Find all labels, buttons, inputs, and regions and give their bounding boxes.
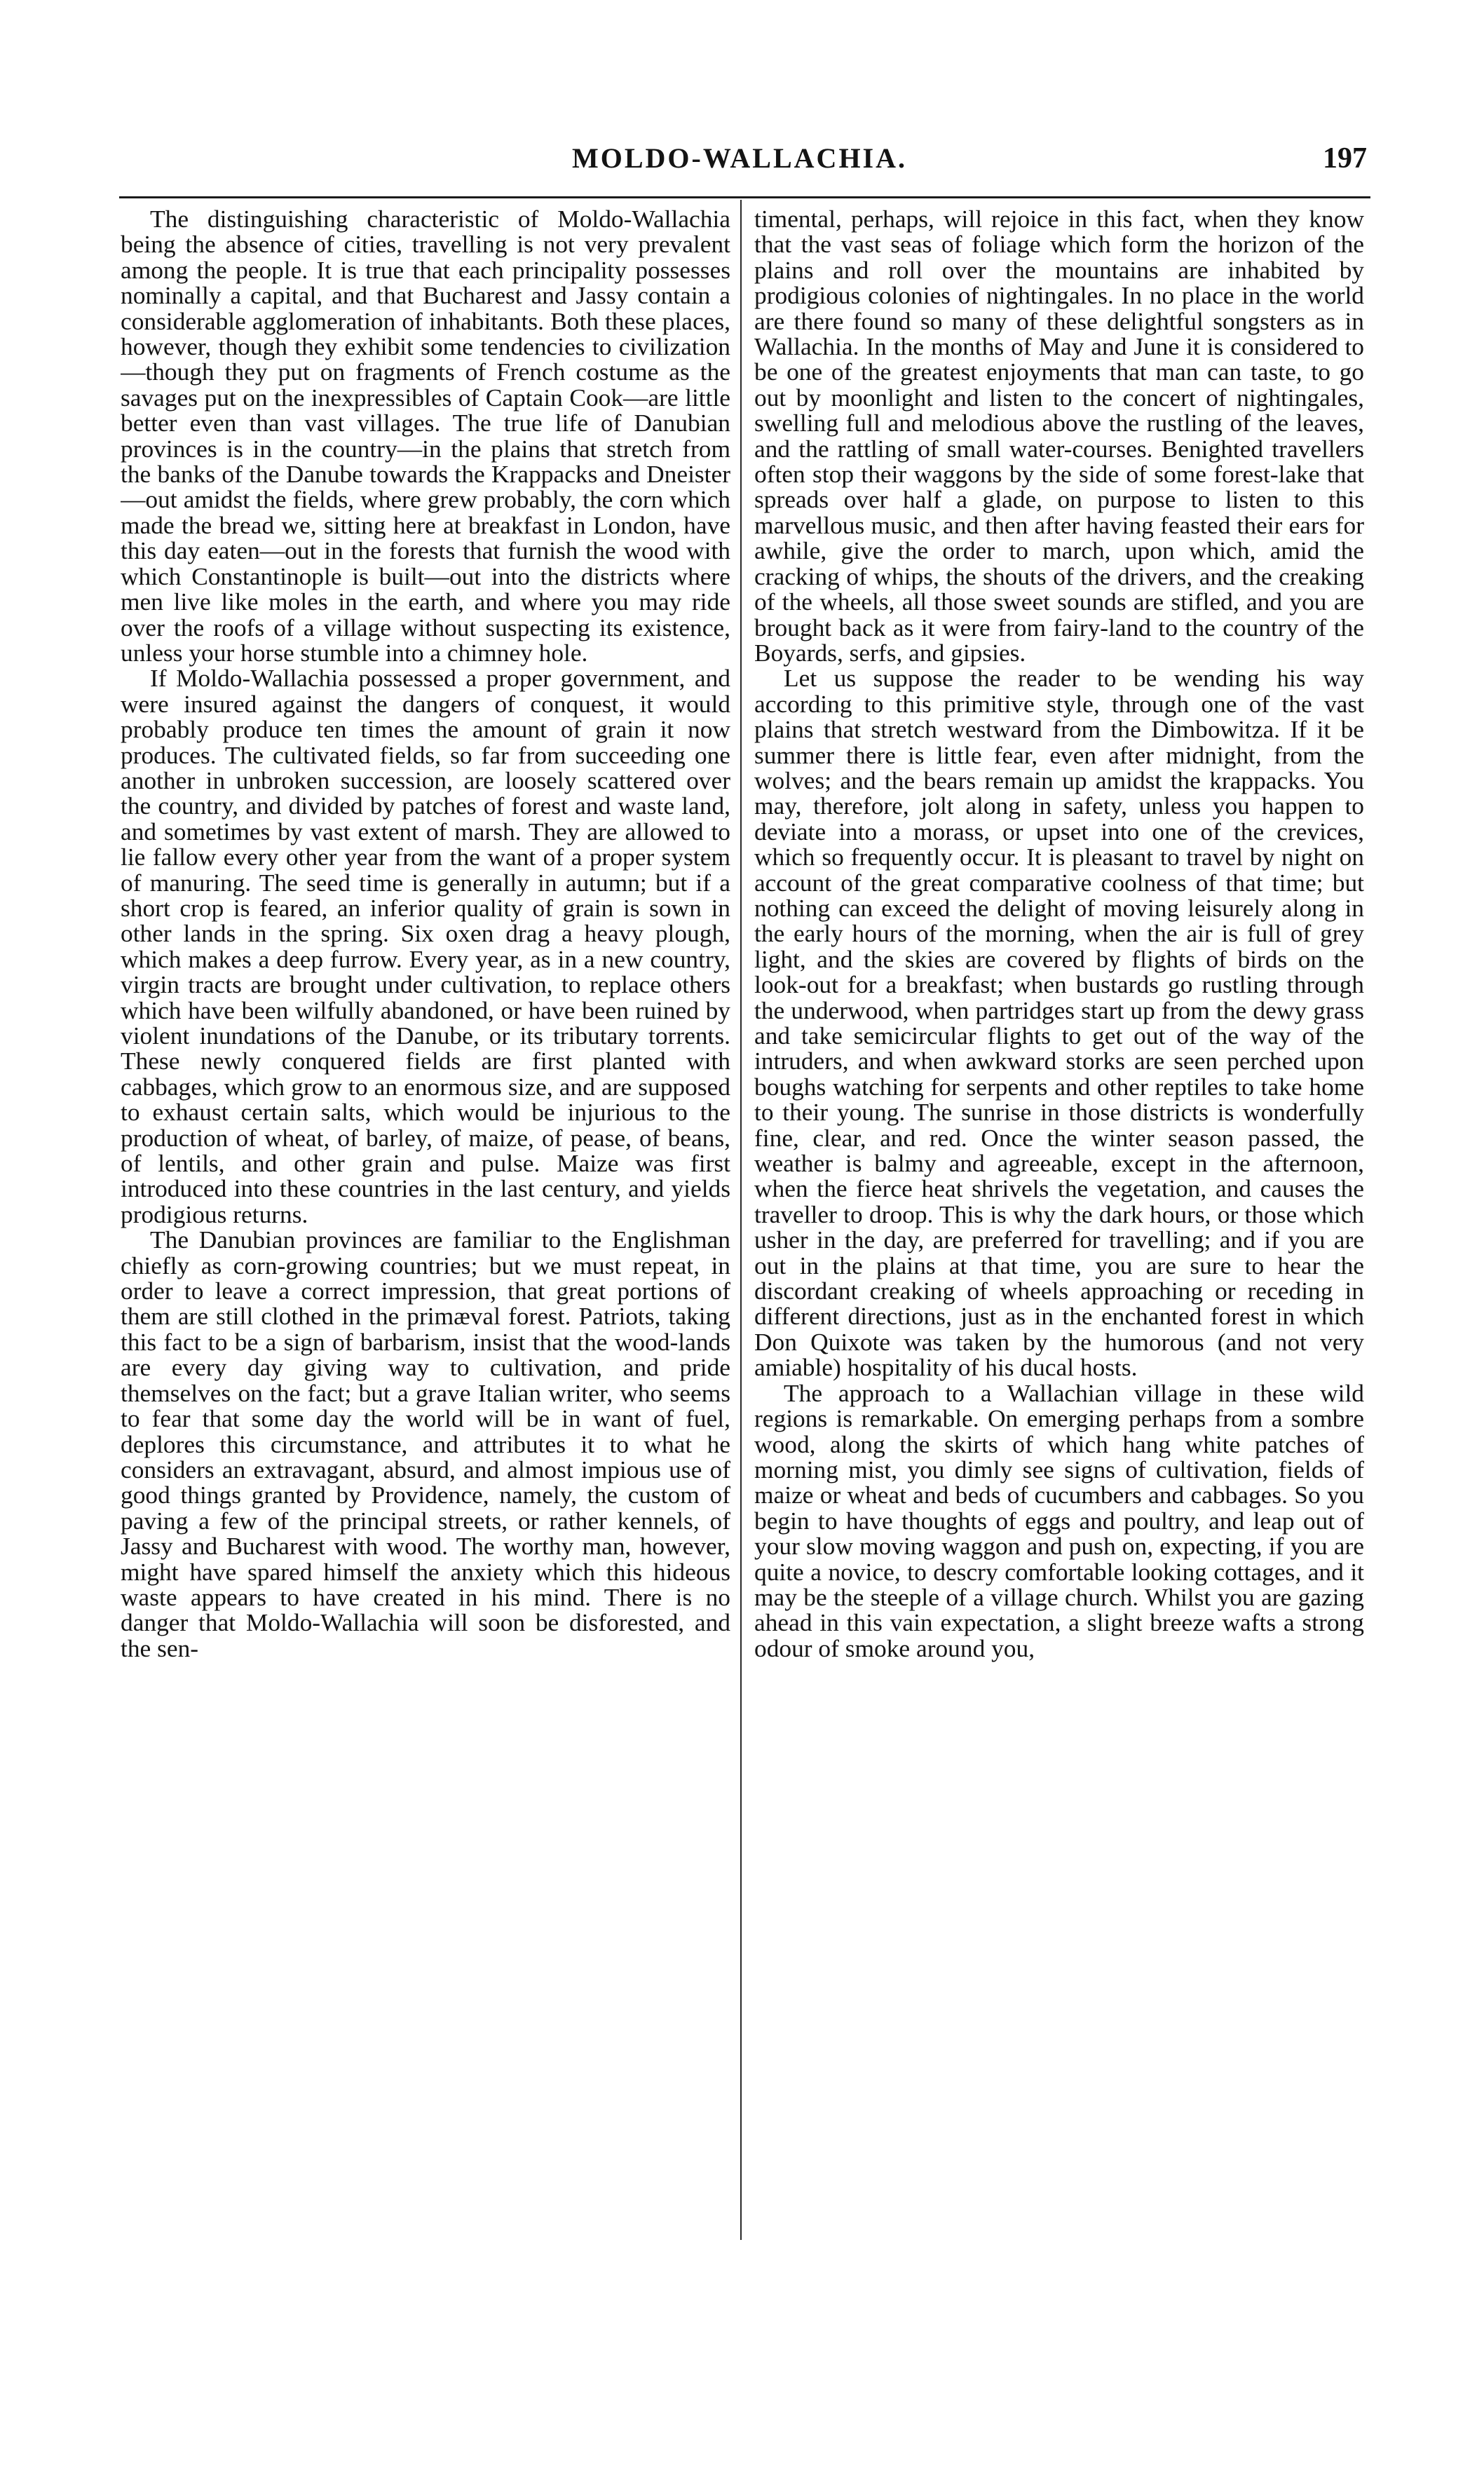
running-head: [112, 142, 1367, 191]
paragraph: timental, perhaps, will rejoice in this fact, when they know that the vast seas of foliage which form the horizon of the plains and roll over the mountains are inhabited by prodigious colonies of nightingales. In no place in the world are there found so many of these delightful songsters as in Wallachia. In the months of May and June it is considered to be one of the greatest enjoyments that man can taste, to go out by moonlight and listen to the concert of nightingales, swelling full and melodious above the rustling of the leaves, and the rattling of small water-courses. Benighted travellers often stop their waggons by the side of some forest-lake that spreads over half a glade, on purpose to listen to this marvellous music, and then after having feasted their ears for awhile, give the order to march, upon which, amid the cracking of whips, the shouts of the drivers, and the creaking of the wheels, all those sweet sounds are stifled, and you are brought back as it were from fairy-land to the country of the Boyards, serfs, and gipsies.: [754, 206, 1364, 667]
page-title: MOLDO-WALLACHIA.: [571, 142, 908, 174]
left-column: [121, 206, 730, 2239]
paragraph: The approach to a Wallachian village in these wild regions is remarkable. On emerging perhaps from a sombre wood, along the skirts of which hang white patches of morning mist, you dimly see signs of cultivation, fields of maize or wheat and beds of cucumbers and cabbages. So you begin to have thoughts of eggs and poultry, and leap out of your slow moving waggon and push on, expecting, if you are quite a novice, to descry comfortable looking cottages, and it may be the steeple of a village church. Whilst you are gazing ahead in this vain expectation, a slight breeze wafts a strong odour of smoke around you,: [754, 1378, 1364, 1662]
paragraph: Let us suppose the reader to be wending his way according to this primitive style, through one of the vast plains that stretch westward from the Dimbowitza. If it be summer there is little fear, even after midnight, from the wolves; and the bears remain up amidst the krappacks. You may, therefore, jolt along in safety, unless you happen to deviate into a morass, or upset into one of the crevices, which so frequently occur. It is pleasant to travel by night on account of the great comparative coolness of that time; but nothing can exceed the delight of moving leisurely along in the early hours of the morning, when the air is full of grey light, and the skies are covered by flights of birds on the look-out for a breakfast; when bustards go rustling through the underwood, when partridges start up from the dewy grass and take semicircular flights to get out of the way of the intruders, and when awkward storks are seen perched upon boughs watching for serpents and other reptiles to take home to their young. The sunrise in those districts is wonderfully fine, clear, and red. Once the winter season passed, the weather is balmy and agreeable, except in the afternoon, when the fierce heat shrivels the vegetation, and causes the traveller to droop. This is why the dark hours, or those which usher in the day, are preferred for travelling; and if you are out in the plains at that time, you are sure to hear the discordant creaking of wheels approaching or receding in different directions, just as in the enchanted forest in which Don Quixote was taken by the humorous (and not very amiable) hospitality of his ducal hosts.: [754, 664, 1364, 1382]
paragraph: If Moldo-Wallachia possessed a proper government, and were insured against the dangers of conquest, it would probably produce ten times the amount of grain it now produces. The cultivated fields, so far from succeeding one another in unbroken succession, are loosely scattered over the country, and divided by patches of forest and waste land, and sometimes by vast extent of marsh. They are allowed to lie fallow every other year from the want of a proper system of manuring. The seed time is generally in autumn; but if a short crop is feared, an inferior quality of grain is sown in other lands in the spring. Six oxen drag a heavy plough, which makes a deep furrow. Every year, as in a new country, virgin tracts are brought under cultivation, to replace others which have been wilfully abandoned, or have been ruined by violent inundations of the Danube, or its tributary torrents. These newly conquered fields are first planted with cabbages, which grow to an enormous size, and are supposed to exhaust certain salts, which would be injurious to the production of wheat, of barley, of maize, of pease, of beans, of lentils, and other grain and pulse. Maize was first introduced into these countries in the last century, and yields prodigious returns.: [121, 664, 730, 1228]
paragraph: The Danubian provinces are familiar to the Englishman chiefly as corn-growing countries; but we must repeat, in order to leave a correct impression, that great portions of them are still clothed in the primæval forest. Patriots, taking this fact to be a sign of barbarism, insist that the wood-lands are every day giving way to cultivation, and pride themselves on the fact; but a grave Italian writer, who seems to fear that some day the world will be in want of fuel, deplores this circumstance, and attributes it to what he considers an extravagant, absurd, and almost impious use of good things granted by Providence, namely, the custom of paving a few of the principal streets, or rather kennels, of Jassy and Bucharest with wood. The worthy man, however, might have spared himself the anxiety which this hideous waste appears to have created in his mind. There is no danger that Moldo-Wallachia will soon be disforested, and the sen-: [121, 1225, 730, 1662]
paragraph: The distinguishing characteristic of Moldo-Wallachia being the absence of cities, travelling is not very prevalent among the people. It is true that each principality possesses nominally a capital, and that Bucharest and Jassy contain a considerable agglomeration of inhabitants. Both these places, however, though they exhibit some tendencies to civilization—though they put on fragments of French costume as the savages put on the inexpressibles of Captain Cook—are little better even than vast villages. The true life of Danubian provinces is in the country—in the plains that stretch from the banks of the Danube towards the Krappacks and Dneister—out amidst the fields, where grew probably, the corn which made the bread we, sitting here at breakfast in London, have this day eaten—out in the forests that furnish the wood with which Constantinople is built—out into the districts where men live like moles in the earth, and where you may ride over the roofs of a village without suspecting its existence, unless your horse stumble into a chimney hole.: [121, 206, 730, 667]
header-rule: [119, 196, 1370, 198]
page-number: 197: [1323, 142, 1367, 175]
column-divider: [740, 200, 742, 2240]
right-column: [754, 206, 1364, 2239]
